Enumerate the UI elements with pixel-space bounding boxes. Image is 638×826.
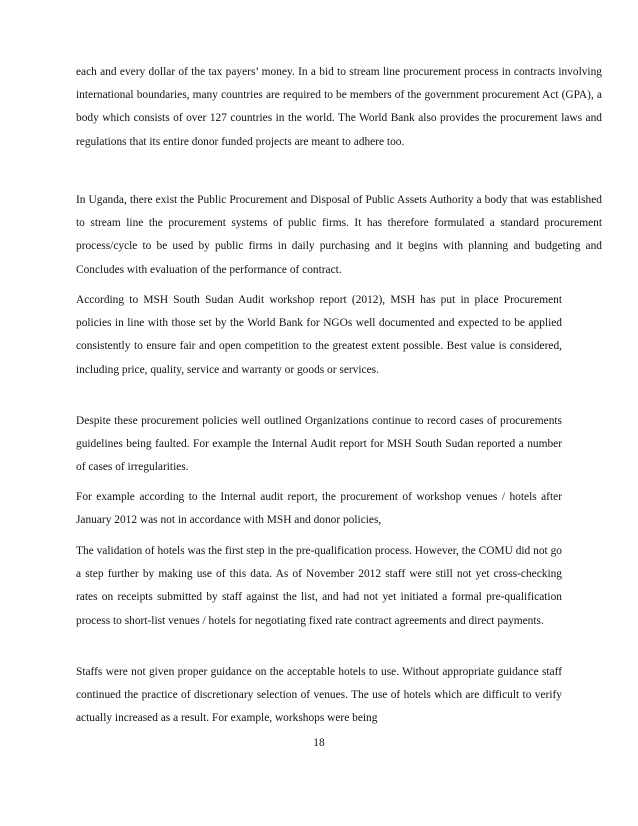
paragraph-uganda-ppda: In Uganda, there exist the Public Procurement and Disposal of Public Assets Authority a body that was established to stream line the procurement systems of public firms. It has therefore formulated a standard procurement process/cycle to be used by public firms in daily purchasing and it begins with planning and budgeting and Concludes with evaluation of the performance of contract.	[76, 194, 602, 276]
paragraph-hotel-validation: The validation of hotels was the first step in the pre-qualification process. However, the COMU did not go a step further by making use of this data. As of November 2012 staff were still not yet cross-checking rates on receipts submitted by staff against the list, and had not yet initiated a formal pre-qualification process to short-list venues / hotels for negotiating fixed rate contract agreements and direct payments.	[76, 545, 562, 627]
paragraph-msh-procurement-policies: According to MSH South Sudan Audit workshop report (2012), MSH has put in place Procurement policies in line with those set by the World Bank for NGOs well documented and expected to be applied consistently to ensure fair and open competition to the greatest extent possible. Best value is considered, including price, quality, service and warranty or goods or services.	[76, 294, 562, 376]
page-number: 18	[313, 737, 325, 749]
paragraph-staff-guidance: Staffs were not given proper guidance on the acceptable hotels to use. Without appropriate guidance staff continued the practice of discretionary selection of venues. The use of hotels which are difficult to verify actually increased as a result. For example, workshops were being	[76, 666, 562, 725]
paragraph-policies-faulted: Despite these procurement policies well outlined Organizations continue to record cases of procurements guidelines being faulted. For example the Internal Audit report for MSH South Sudan reported a number of cases of irregularities.	[76, 415, 562, 474]
paragraph-tax-payers-gpa: each and every dollar of the tax payers’ money. In a bid to stream line procurement process in contracts involving international boundaries, many countries are required to be members of the government procurement Act (GPA), a body which consists of over 127 countries in the world. The World Bank also provides the procurement laws and regulations that its entire donor funded projects are meant to adhere too.	[76, 66, 602, 148]
paragraph-internal-audit-venues: For example according to the Internal audit report, the procurement of workshop venues / hotels after January 2012 was not in accordance with MSH and donor policies,	[76, 491, 562, 527]
